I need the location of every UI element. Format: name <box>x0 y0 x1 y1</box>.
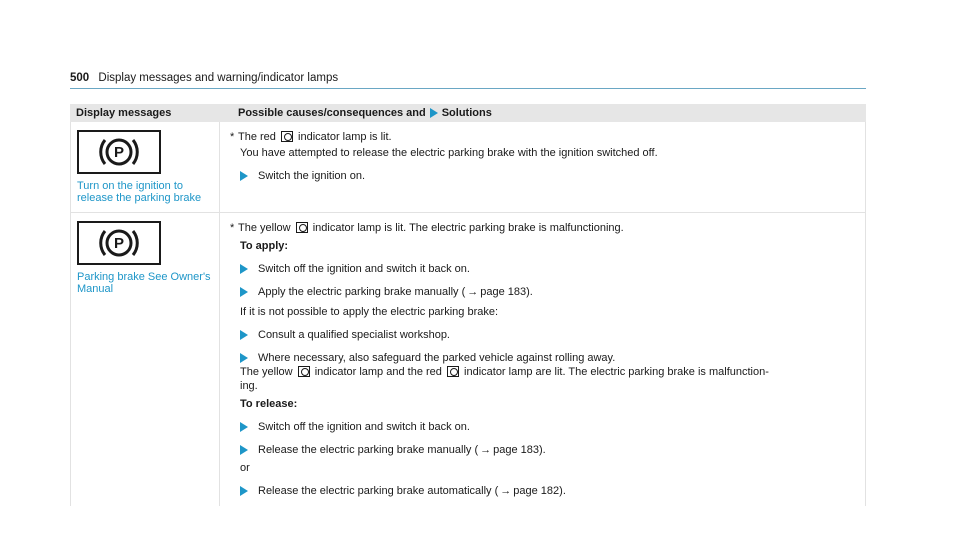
causes-cell <box>220 213 866 506</box>
page-ref-arrow-icon: → <box>480 444 492 456</box>
col-header-causes-text: Possible causes/consequences and <box>238 107 426 119</box>
header-rule <box>70 88 866 89</box>
cause-item <box>230 221 855 235</box>
display-message-line: Manual <box>77 283 114 295</box>
cause-text: indicator lamp and the red <box>314 366 442 378</box>
step-text: Release the electric parking brake automatically ( <box>258 485 499 497</box>
step-arrow-icon <box>240 330 248 340</box>
parking-lamp-indicator-icon <box>281 131 293 142</box>
step-arrow-icon <box>240 171 248 181</box>
page-header <box>70 72 866 84</box>
step-text: Where necessary, also safeguard the parked vehicle against rolling away. <box>258 352 616 364</box>
page-ref-arrow-icon: → <box>500 485 512 497</box>
messages-table <box>70 104 866 506</box>
cause-star: * <box>230 131 235 143</box>
step-text: Switch off the ignition and switch it back on. <box>258 263 470 275</box>
solution-step <box>240 484 855 498</box>
cause-text: ing. <box>240 380 258 392</box>
cause-star: * <box>230 222 235 234</box>
apply-heading: To apply: <box>240 240 289 252</box>
solution-step <box>240 351 855 365</box>
col-header-causes <box>220 106 866 120</box>
display-message-cell <box>70 122 220 212</box>
cause-text: The yellow <box>240 366 293 378</box>
parking-lamp-indicator-icon <box>298 366 310 377</box>
cause-text: indicator lamp are lit. The electric parking brake is malfunction- <box>464 366 769 378</box>
display-message-line: Turn on the ignition to <box>77 180 183 192</box>
step-text: Consult a qualified specialist workshop. <box>258 329 450 341</box>
display-message-cell <box>70 213 220 506</box>
parking-brake-icon <box>77 221 161 265</box>
cause-text: The red <box>238 131 276 143</box>
cause-item <box>240 365 855 393</box>
step-arrow-icon <box>240 486 248 496</box>
cause-item <box>230 130 855 144</box>
solution-step <box>240 443 855 457</box>
step-arrow-icon <box>240 445 248 455</box>
step-arrow-icon <box>240 287 248 297</box>
solution-step <box>240 169 855 183</box>
cause-text: indicator lamp is lit. The electric parking brake is malfunctioning. <box>312 222 624 234</box>
parking-lamp-indicator-icon <box>447 366 459 377</box>
parking-brake-icon <box>77 130 161 174</box>
not-possible-note: If it is not possible to apply the electric parking brake: <box>240 306 499 318</box>
section-title: Display messages and warning/indicator lamps <box>98 72 339 84</box>
svg-text:P: P <box>113 235 125 252</box>
table-header <box>70 104 866 122</box>
step-text: Release the electric parking brake manually ( <box>258 444 479 456</box>
page-reference-link[interactable]: page 182). <box>513 485 566 497</box>
causes-cell <box>220 122 866 212</box>
step-arrow-icon <box>240 422 248 432</box>
solution-step <box>240 420 855 434</box>
col-header-display-messages: Display messages <box>76 107 172 119</box>
solution-step <box>240 285 855 299</box>
step-text: Apply the electric parking brake manually ( <box>258 286 466 298</box>
page-reference-link[interactable]: page 183). <box>480 286 533 298</box>
step-text: Switch off the ignition and switch it back on. <box>258 421 470 433</box>
display-message-text <box>77 271 213 295</box>
parking-lamp-indicator-icon <box>296 222 308 233</box>
step-text: Switch the ignition on. <box>258 170 366 182</box>
page-ref-arrow-icon: → <box>467 286 479 298</box>
release-heading: To release: <box>240 398 298 410</box>
step-arrow-icon <box>240 264 248 274</box>
step-arrow-icon <box>240 353 248 363</box>
solution-step <box>240 262 855 276</box>
cause-text: indicator lamp is lit. <box>298 131 392 143</box>
cause-text: The yellow <box>238 222 291 234</box>
display-message-text <box>77 180 213 204</box>
display-message-line: Parking brake See Owner's <box>77 271 211 283</box>
page-number: 500 <box>70 72 90 84</box>
display-message-line: release the parking brake <box>77 192 202 204</box>
solution-step <box>240 328 855 342</box>
table-row <box>70 213 866 506</box>
table-row <box>70 122 866 213</box>
col-header-solutions-text: Solutions <box>441 107 492 119</box>
or-text: or <box>240 462 250 474</box>
cause-detail: You have attempted to release the electric parking brake with the ignition switched off. <box>240 147 658 159</box>
svg-text:P: P <box>113 144 125 161</box>
solution-arrow-icon <box>430 108 438 118</box>
page-reference-link[interactable]: page 183). <box>493 444 546 456</box>
